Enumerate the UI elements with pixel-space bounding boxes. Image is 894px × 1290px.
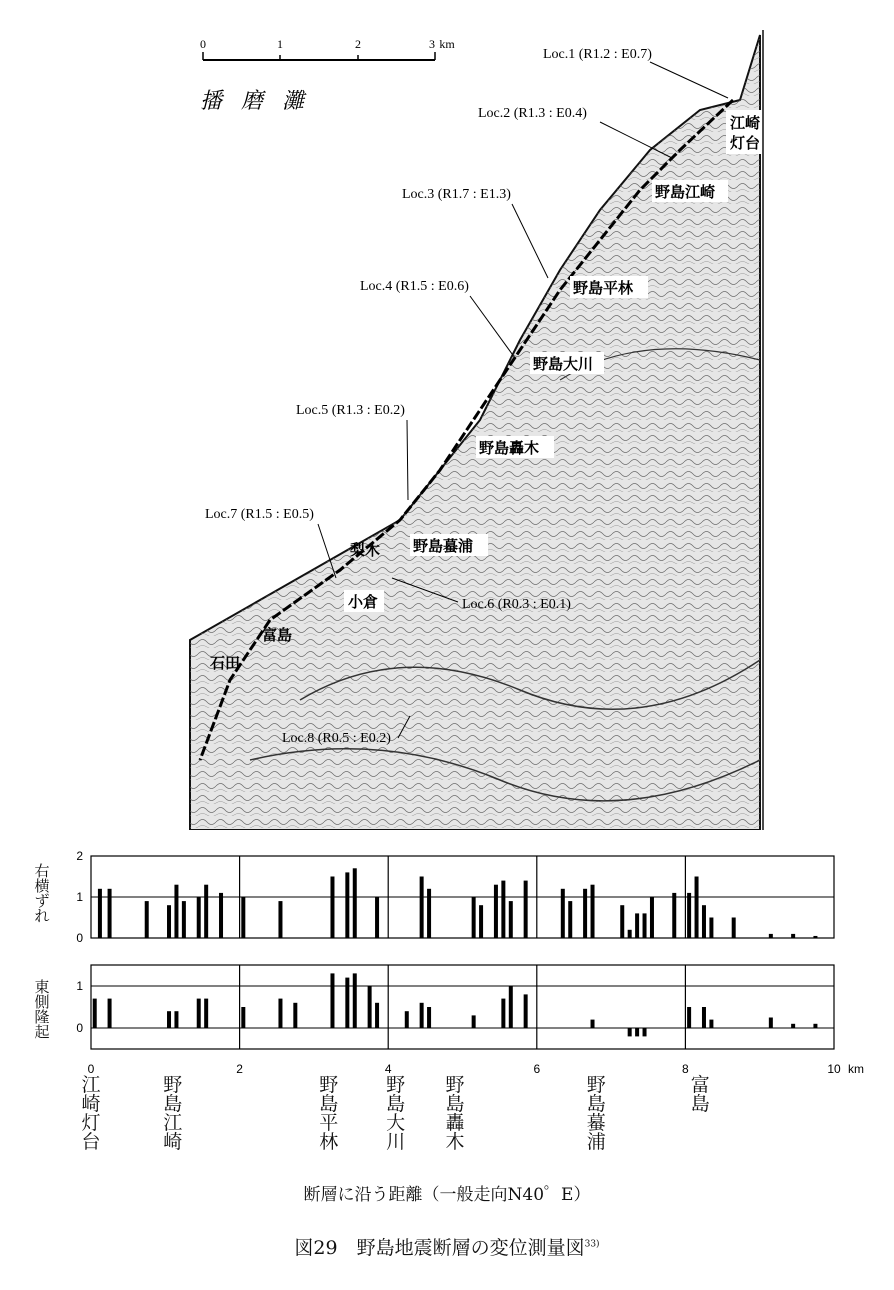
caption-text: 図29 野島地震断層の変位測量図 [294, 1237, 585, 1259]
displacement-bar [182, 901, 186, 938]
displacement-bar [353, 973, 357, 1028]
y-tick-label: 0 [76, 931, 83, 945]
scale-tick-label: 0 [200, 37, 206, 51]
displacement-bar [702, 1007, 706, 1028]
displacement-bar [643, 913, 647, 938]
location-label: Loc.2 (R1.3 : E0.4) [478, 106, 587, 121]
place-name: 江崎 [730, 114, 761, 132]
displacement-bar [375, 1003, 379, 1028]
displacement-bar [472, 897, 476, 938]
place-name: 小倉 [348, 593, 379, 611]
location-label: Loc.1 (R1.2 : E0.7) [543, 47, 652, 62]
place-name: 野島江崎 [655, 183, 716, 201]
displacement-bar [420, 877, 424, 939]
y-tick-label: 2 [76, 849, 83, 863]
displacement-bar [219, 893, 223, 938]
displacement-bar [174, 885, 178, 938]
x-tick-label: 10 [827, 1062, 841, 1076]
right-lateral-chart [76, 849, 834, 945]
displacement-bar [145, 901, 149, 938]
figure-caption [0, 1233, 894, 1260]
location-label: Loc.8 (R0.5 : E0.2) [282, 731, 391, 746]
place-name: 灯台 [730, 134, 761, 152]
displacement-bar [509, 986, 513, 1028]
displacement-bar [278, 901, 282, 938]
displacement-bar [524, 881, 528, 938]
displacement-bar [709, 1020, 713, 1028]
displacement-bar [204, 885, 208, 938]
x-axis-title: 断層に沿う距離（一般走向N40゜E） [303, 1185, 591, 1205]
place-name: 野島蟇浦 [413, 537, 474, 555]
displacement-bar [591, 1020, 595, 1028]
location-label: Loc.5 (R1.3 : E0.2) [296, 403, 405, 418]
displacement-bar [568, 901, 572, 938]
place-name: 石田 [210, 654, 241, 672]
displacement-bar [241, 1007, 245, 1028]
displacement-bar [583, 889, 587, 938]
station-label: 富島 [690, 1074, 710, 1115]
x-unit-label: km [848, 1062, 864, 1076]
displacement-bar [687, 1007, 691, 1028]
station-label: 野島江崎 [163, 1074, 183, 1153]
displacement-bar [591, 885, 595, 938]
place-name: 野島大川 [533, 355, 594, 373]
displacement-bar [98, 889, 102, 938]
displacement-bar [472, 1015, 476, 1028]
displacement-bar [813, 936, 817, 938]
distance-axis [88, 1062, 864, 1076]
displacement-bar [174, 1011, 178, 1028]
x-tick-label: 2 [236, 1062, 243, 1076]
displacement-bar [108, 889, 112, 938]
displacement-bar [108, 999, 112, 1028]
displacement-bar [769, 934, 773, 938]
x-tick-label: 0 [87, 1062, 95, 1076]
displacement-bar [345, 872, 349, 938]
station-label: 野島平林 [319, 1074, 339, 1153]
scale-tick-label: 2 [355, 37, 361, 51]
displacement-bar [628, 930, 632, 938]
y-tick-label: 1 [76, 979, 83, 993]
displacement-bar [353, 868, 357, 938]
displacement-bar [197, 897, 201, 938]
displacement-bar [702, 905, 706, 938]
displacement-bar [687, 893, 691, 938]
x-tick-label: 4 [384, 1062, 392, 1076]
displacement-bar [769, 1018, 773, 1029]
displacement-bar [791, 934, 795, 938]
station-label: 野島大川 [386, 1074, 406, 1153]
east-uplift-chart [76, 965, 834, 1049]
scale-tick-label: 3 [429, 37, 435, 51]
displacement-bar [427, 1007, 431, 1028]
displacement-bar [635, 1028, 639, 1036]
sea-label: 播 磨 灘 [200, 89, 310, 114]
displacement-bar [494, 885, 498, 938]
displacement-bar [501, 999, 505, 1028]
y-tick-label: 0 [76, 1021, 83, 1035]
displacement-bar [278, 999, 282, 1028]
displacement-bar [635, 913, 639, 938]
displacement-bar [93, 999, 97, 1028]
displacement-bar [368, 986, 372, 1028]
displacement-bar [813, 1024, 817, 1028]
displacement-bar [561, 889, 565, 938]
location-label: Loc.7 (R1.5 : E0.5) [205, 507, 314, 522]
location-label: Loc.3 (R1.7 : E1.3) [402, 187, 511, 202]
x-tick-label: 8 [682, 1062, 689, 1076]
location-label: Loc.4 (R1.5 : E0.6) [360, 279, 469, 294]
displacement-bar [204, 999, 208, 1028]
right-lateral-axis-title: 右横ずれ [34, 862, 50, 925]
displacement-bar [643, 1028, 647, 1036]
place-name: 野島平林 [573, 279, 634, 297]
scale-bar [200, 37, 455, 60]
displacement-bar [620, 905, 624, 938]
displacement-bar [524, 994, 528, 1028]
displacement-bar [405, 1011, 409, 1028]
displacement-bar [420, 1003, 424, 1028]
displacement-bar [509, 901, 513, 938]
displacement-bar [709, 918, 713, 939]
scale-tick-label: 1 [277, 37, 283, 51]
displacement-bar [628, 1028, 632, 1036]
displacement-bar [732, 918, 736, 939]
displacement-bar [241, 897, 245, 938]
scale-unit: km [439, 37, 455, 51]
displacement-charts [0, 840, 894, 1080]
east-uplift-axis-title: 東側隆起 [34, 978, 50, 1041]
displacement-bar [501, 881, 505, 938]
displacement-bar [695, 877, 699, 939]
displacement-bar [167, 1011, 171, 1028]
place-name: 富島 [262, 626, 293, 644]
y-tick-label: 1 [76, 890, 83, 904]
displacement-bar [330, 973, 334, 1028]
station-label: 野島轟木 [445, 1074, 465, 1153]
displacement-bar [375, 897, 379, 938]
location-label: Loc.6 (R0.3 : E0.1) [462, 597, 571, 612]
displacement-bar [293, 1003, 297, 1028]
displacement-bar [650, 897, 654, 938]
displacement-bar [330, 877, 334, 939]
displacement-bar [167, 905, 171, 938]
displacement-bar [672, 893, 676, 938]
place-name: 野島轟木 [479, 439, 540, 457]
displacement-bar [791, 1024, 795, 1028]
displacement-bar [197, 999, 201, 1028]
station-label: 江崎灯台 [81, 1074, 101, 1153]
displacement-bar [345, 978, 349, 1028]
displacement-bar [479, 905, 483, 938]
plot-frame [91, 965, 834, 1049]
station-label: 野島蟇浦 [586, 1074, 606, 1153]
displacement-bar [427, 889, 431, 938]
place-name: 梨木 [350, 541, 381, 559]
caption-reference: 33) [584, 1239, 600, 1250]
x-tick-label: 6 [533, 1062, 541, 1076]
